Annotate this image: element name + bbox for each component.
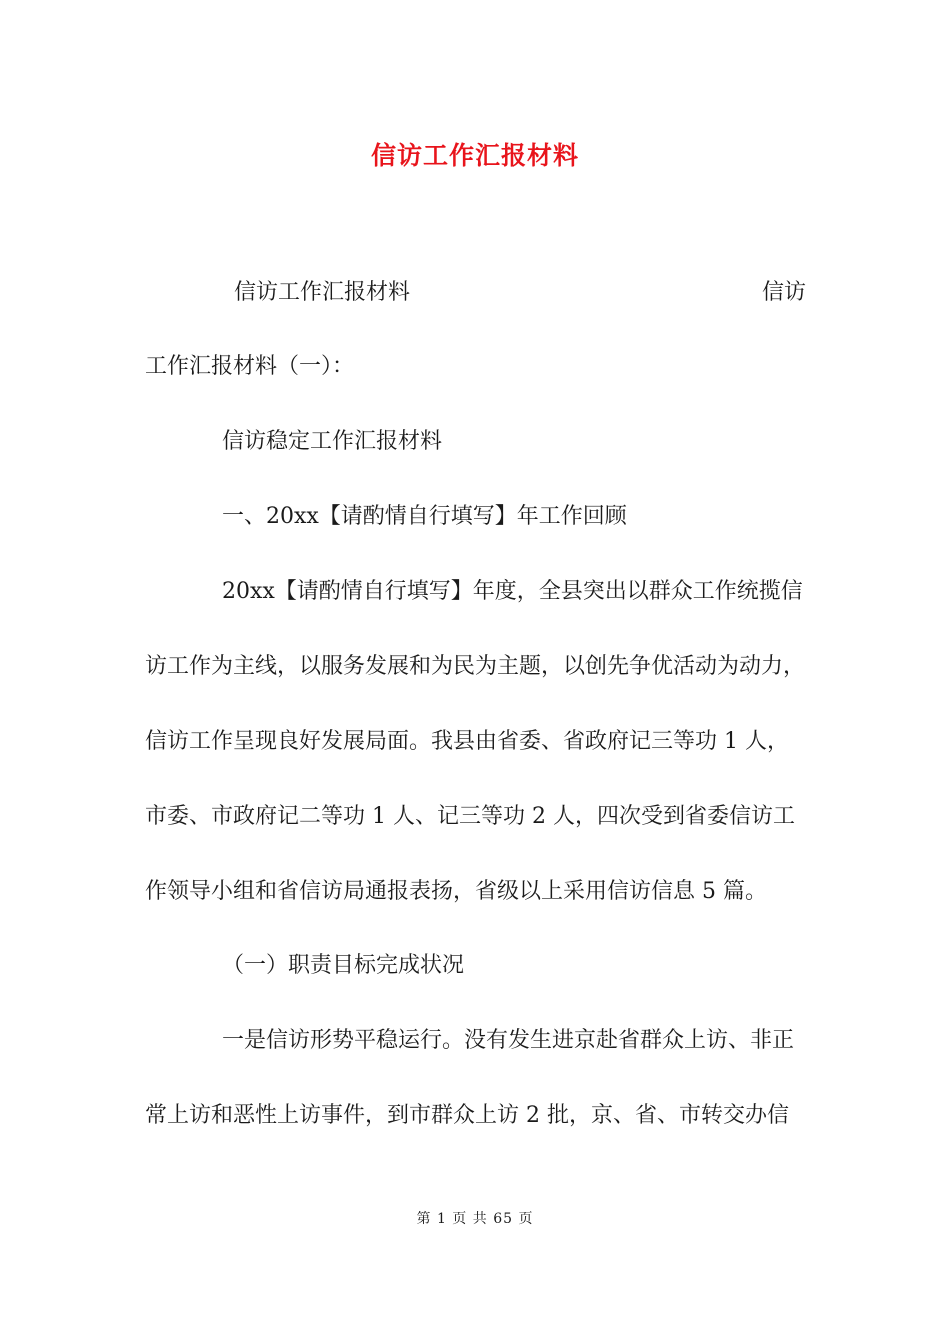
paragraph-line: 信访稳定工作汇报材料 bbox=[222, 429, 443, 454]
paragraph-line: 工作汇报材料（一）： bbox=[145, 354, 355, 379]
paragraph-line: 访工作为主线，以服务发展和为民为主题，以创先争优活动为动力， bbox=[145, 654, 806, 679]
paragraph-line: 市委、市政府记二等功 1 人、记三等功 2 人，四次受到省委信访工 bbox=[145, 804, 795, 829]
paragraph-line: 常上访和恶性上访事件，到市群众上访 2 批，京、省、市转交办信 bbox=[145, 1103, 789, 1128]
paragraph-line: 信访工作汇报材料 bbox=[234, 280, 411, 305]
paragraph-line: 一是信访形势平稳运行。没有发生进京赴省群众上访、非正 bbox=[222, 1028, 795, 1053]
paragraph-line: 20xx【请酌情自行填写】年度，全县突出以群众工作统揽信 bbox=[222, 579, 803, 604]
paragraph-line: 信访 bbox=[762, 280, 807, 305]
paragraph-line: 信访工作呈现良好发展局面。我县由省委、省政府记三等功 1 人， bbox=[145, 729, 789, 754]
section-heading: 一、20xx【请酌情自行填写】年工作回顾 bbox=[222, 504, 627, 529]
paragraph-line: 作领导小组和省信访局通报表扬，省级以上采用信访信息 5 篇。 bbox=[145, 879, 767, 904]
document-title: 信访工作汇报材料 bbox=[370, 141, 579, 170]
subsection-heading: （一）职责目标完成状况 bbox=[222, 953, 465, 978]
page-footer: 第 1 页 共 65 页 bbox=[416, 1211, 534, 1227]
